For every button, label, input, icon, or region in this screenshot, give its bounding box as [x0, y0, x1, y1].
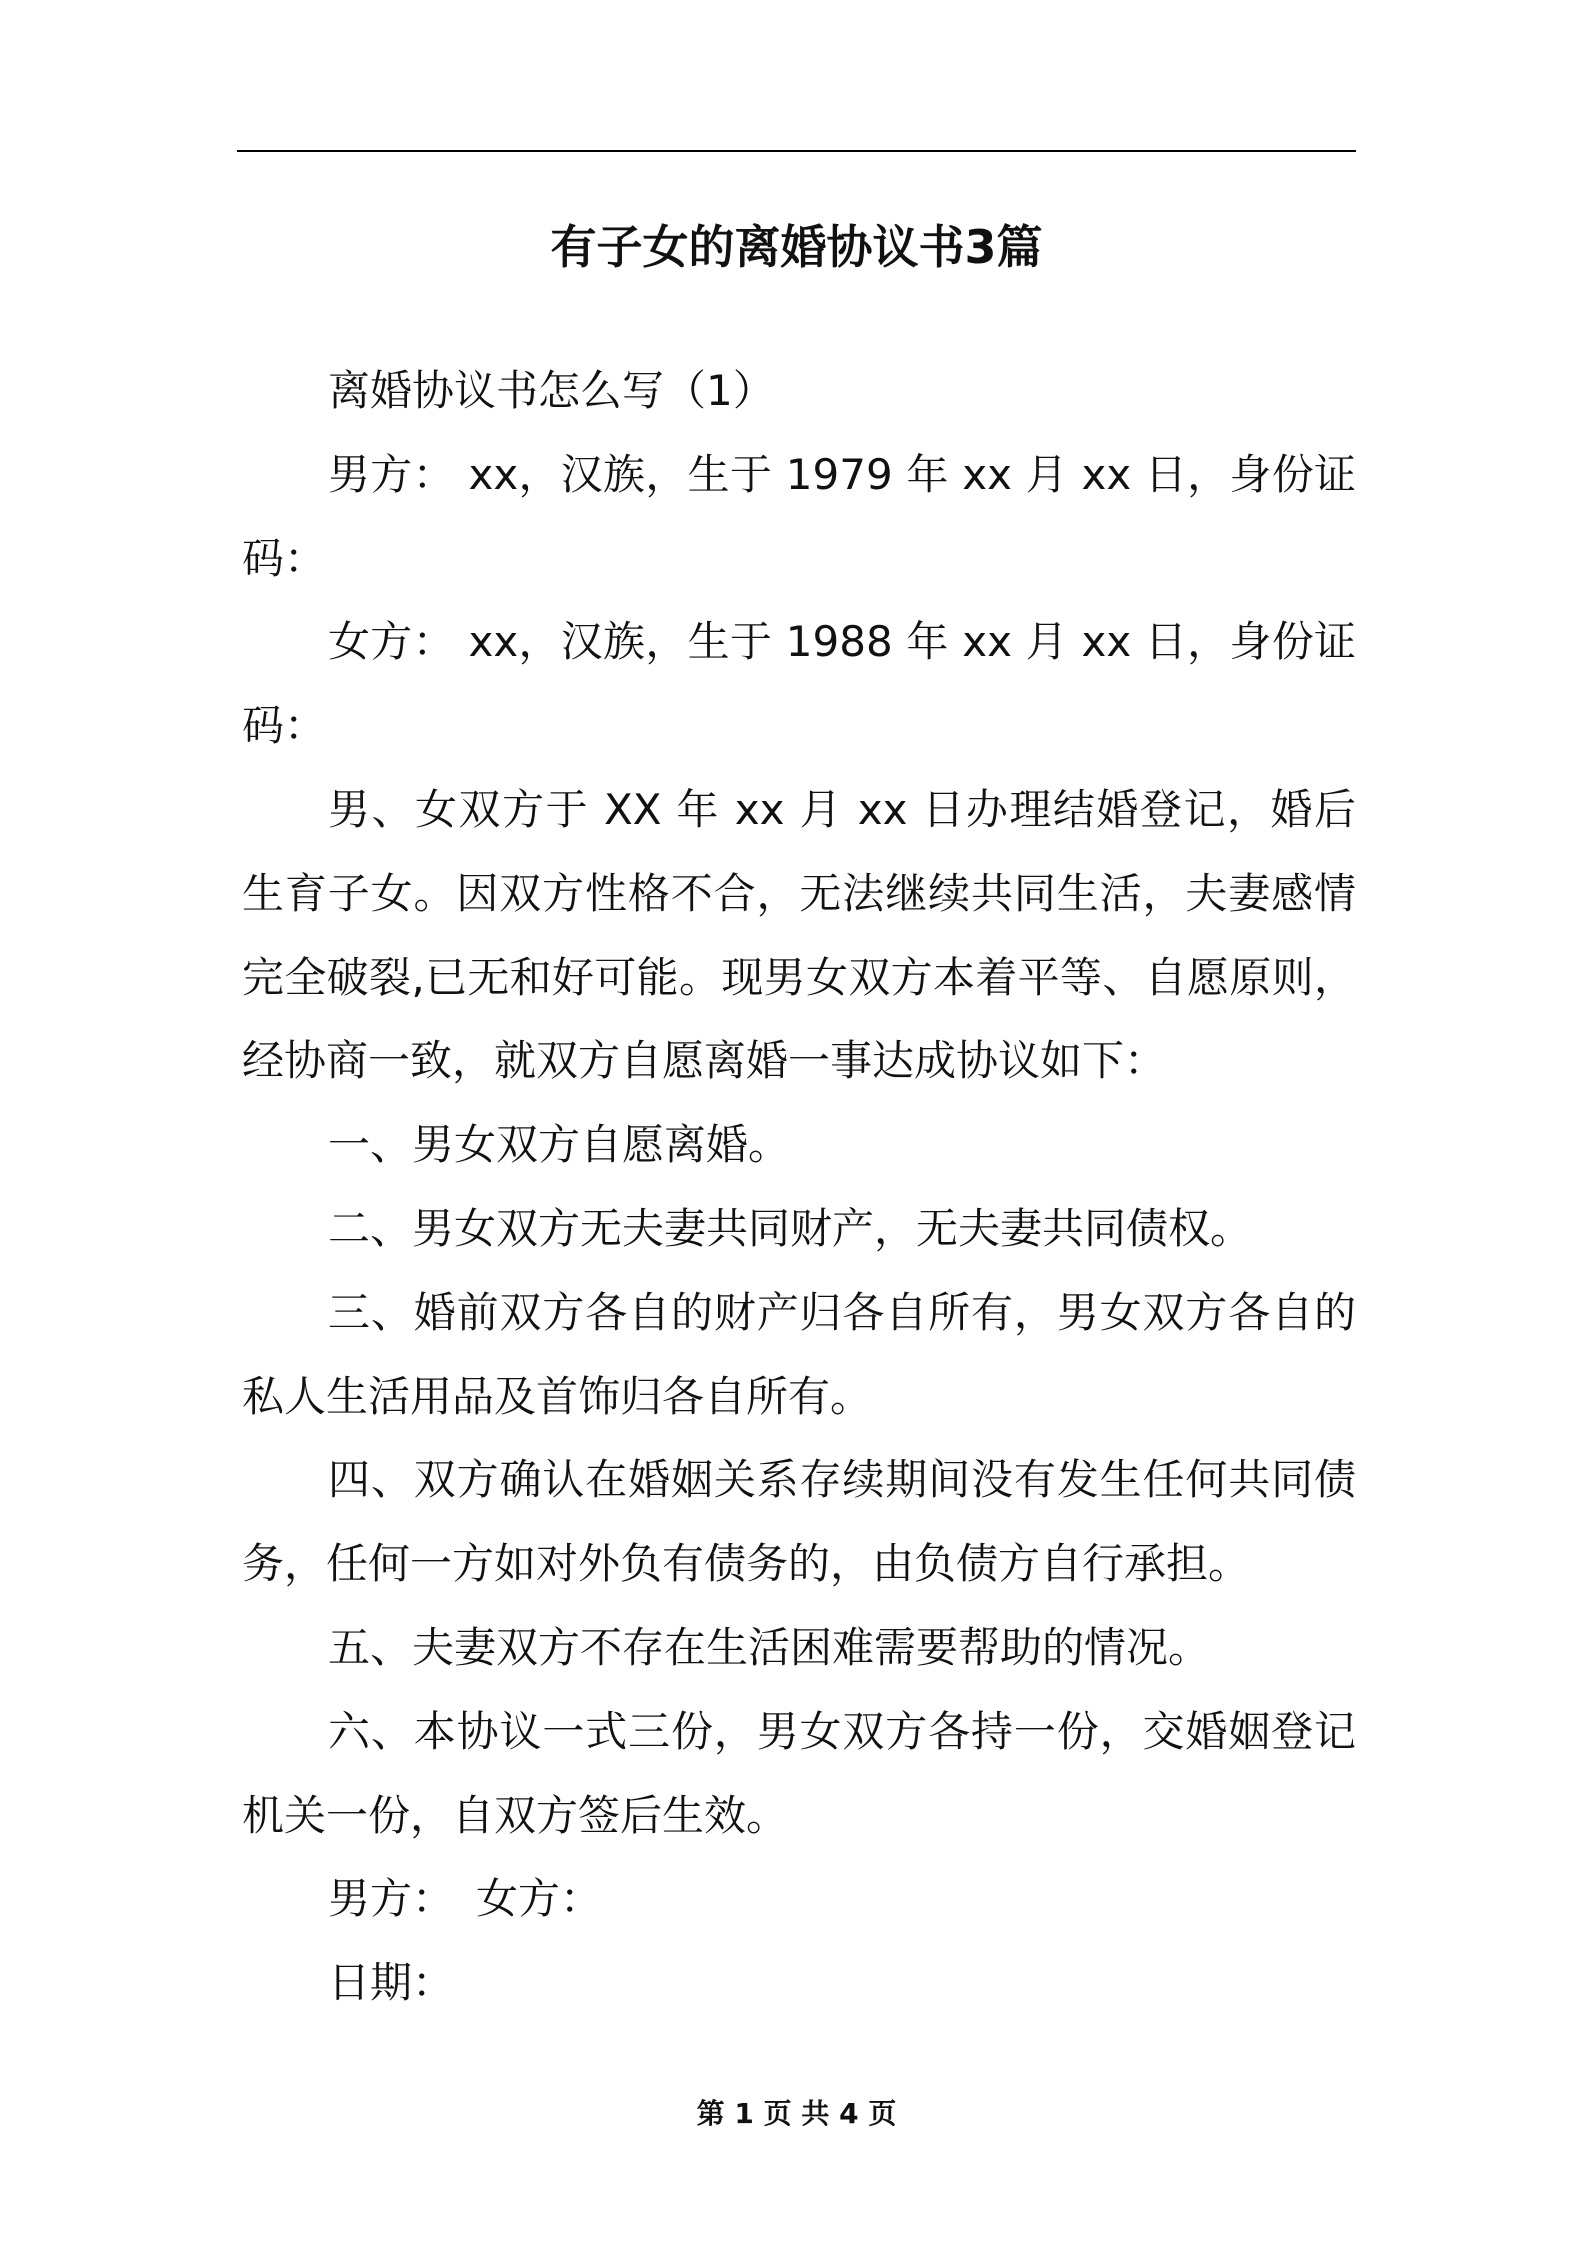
clause-5: 五、夫妻双方不存在生活困难需要帮助的情况。	[328, 1622, 1211, 1672]
clause-3-continued: 私人生活用品及首饰归各自所有。	[242, 1371, 873, 1421]
clause-4-continued: 务，任何一方如对外负有债务的，由负债方自行承担。	[242, 1539, 1251, 1589]
paragraph-line: 经协商一致，就双方自愿离婚一事达成协议如下：	[242, 1036, 1167, 1086]
paragraph-line: 码：	[242, 701, 327, 751]
paragraph-line: 码：	[242, 533, 327, 583]
section-heading: 离婚协议书怎么写（1）	[328, 366, 775, 415]
paragraph-line: 女方： xx，汉族，生于 1988 年 xx 月 xx 日，身份证	[328, 617, 1356, 667]
paragraph-line: 生育子女。因双方性格不合，无法继续共同生活，夫妻感情	[242, 868, 1356, 918]
female-signature-label: 女方：	[476, 1874, 603, 1924]
clause-6: 六、本协议一式三份，男女双方各持一份，交婚姻登记	[328, 1706, 1356, 1756]
clause-4: 四、双方确认在婚姻关系存续期间没有发生任何共同债	[328, 1455, 1356, 1505]
clause-3: 三、婚前双方各自的财产归各自所有，男女双方各自的	[328, 1287, 1356, 1337]
paragraph-line: 男、女双方于 XX 年 xx 月 xx 日办理结婚登记，婚后	[328, 784, 1356, 834]
document-body	[242, 349, 1356, 2025]
clause-2: 二、男女双方无夫妻共同财产，无夫妻共同债权。	[328, 1203, 1253, 1253]
page-footer: 第 1 页 共 4 页	[696, 2097, 897, 2130]
header-rule	[237, 150, 1356, 152]
male-signature-label: 男方：	[328, 1874, 455, 1924]
clause-6-continued: 机关一份，自双方签后生效。	[242, 1790, 789, 1840]
paragraph-line: 完全破裂,已无和好可能。现男女双方本着平等、自愿原则，	[242, 952, 1356, 1002]
date-label: 日期：	[328, 1958, 455, 2008]
document-title: 有子女的离婚协议书3篇	[550, 220, 1043, 274]
signature-line	[242, 1857, 1356, 1941]
paragraph-line: 男方： xx，汉族，生于 1979 年 xx 月 xx 日，身份证	[328, 449, 1356, 499]
clause-1: 一、男女双方自愿离婚。	[328, 1120, 791, 1170]
